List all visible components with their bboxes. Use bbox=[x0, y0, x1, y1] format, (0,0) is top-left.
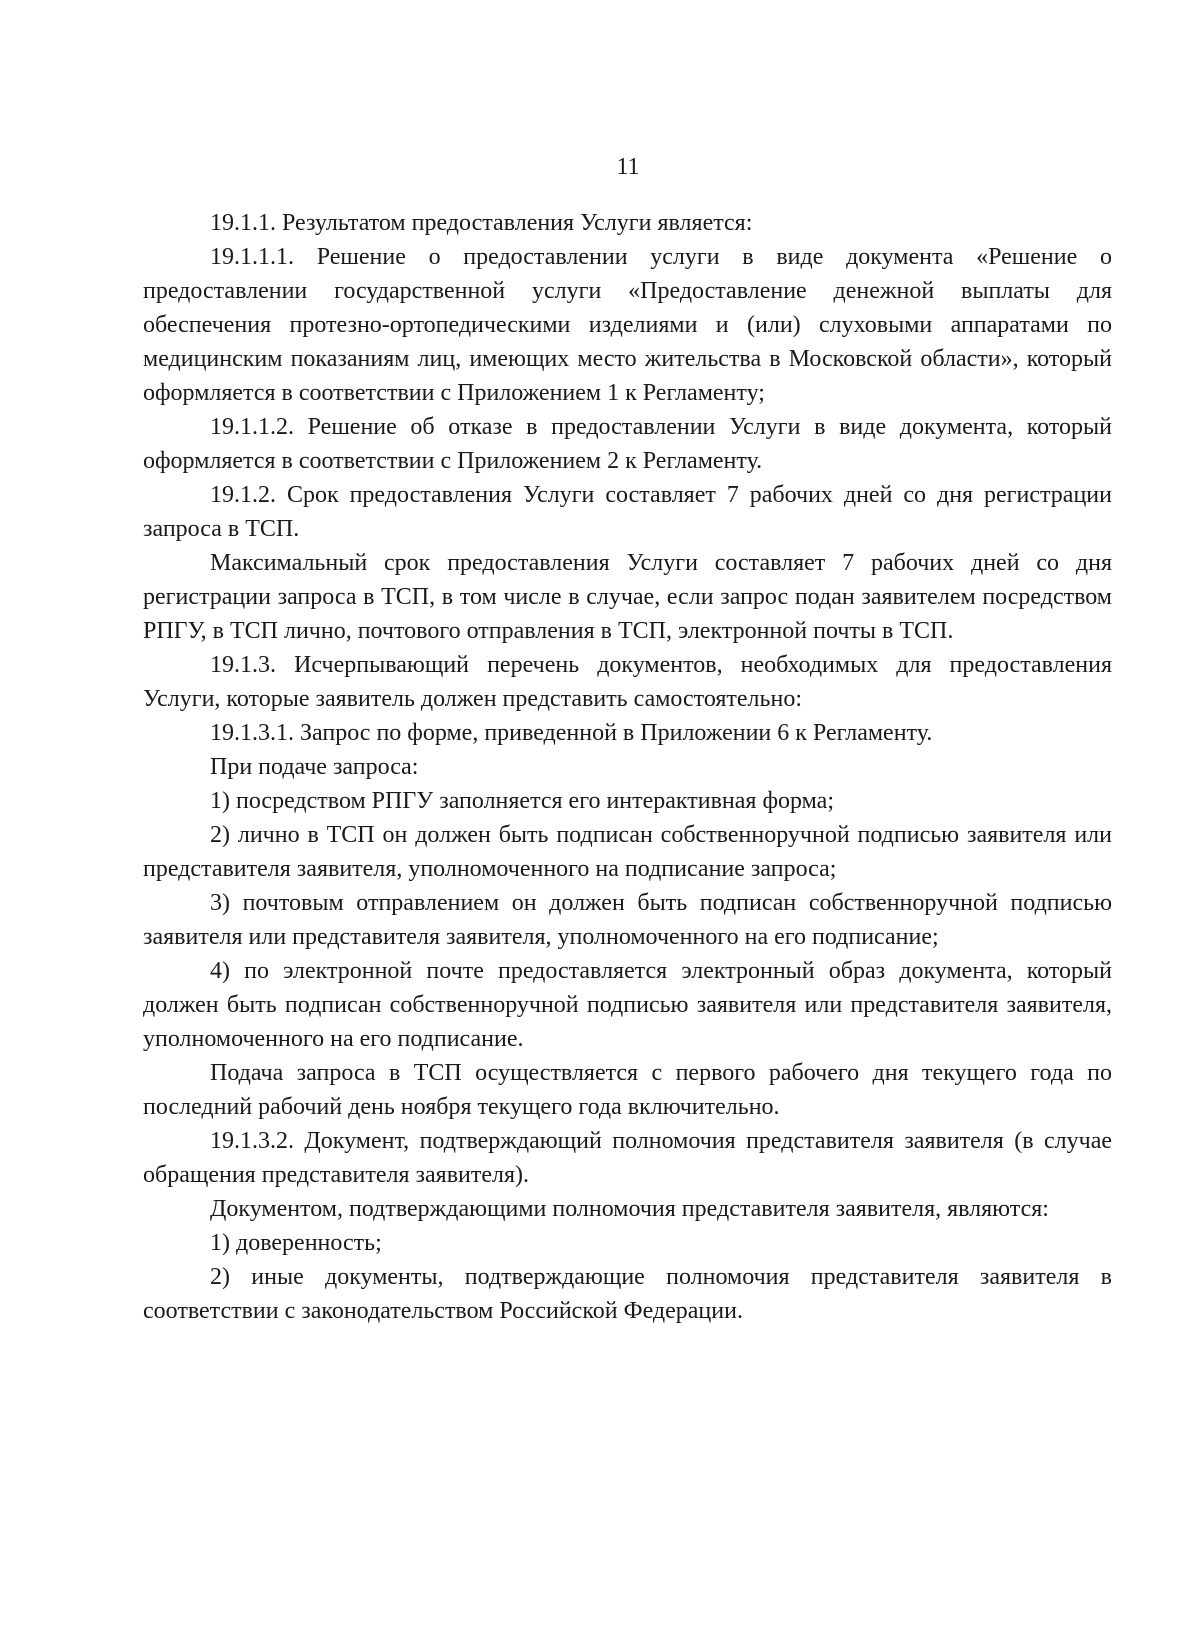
paragraph: Максимальный срок предоставления Услуги составляет 7 рабочих дней со дня регистрации запроса в ТСП, в том числе в случае, если запрос подан заявителем посредством РПГУ, в ТСП лично, почтового отправления в ТСП, электронной почты в ТСП. bbox=[143, 550, 1112, 644]
list-item: 4) по электронной почте предоставляется электронный образ документа, который должен быть подписан собственноручной подписью заявителя или представителя заявителя, уполномоченного на его подписание. bbox=[143, 958, 1112, 1052]
paragraph: При подаче запроса: bbox=[210, 754, 419, 780]
paragraph: 19.1.2. Срок предоставления Услуги составляет 7 рабочих дней со дня регистрации запроса в ТСП. bbox=[143, 482, 1112, 542]
paragraph: 19.1.3. Исчерпывающий перечень документов, необходимых для предоставления Услуги, которые заявитель должен представить самостоятельно: bbox=[143, 652, 1112, 712]
paragraph: 19.1.1. Результатом предоставления Услуги является: bbox=[210, 210, 753, 236]
list-item: 2) иные документы, подтверждающие полномочия представителя заявителя в соответствии с законодательством Российской Федерации. bbox=[143, 1264, 1112, 1324]
paragraph: Документом, подтверждающими полномочия представителя заявителя, являются: bbox=[210, 1196, 1049, 1222]
page-number: 11 bbox=[616, 154, 640, 180]
paragraph: Подача запроса в ТСП осуществляется с первого рабочего дня текущего года по последний рабочий день ноября текущего года включительно. bbox=[143, 1060, 1112, 1120]
paragraph: 19.1.1.1. Решение о предоставлении услуги в виде документа «Решение о предоставлении государственной услуги «Предоставление денежной выплаты для обеспечения протезно-ортопедическими изделиями и (или) слуховыми аппаратами по медицинским показаниям лиц, имеющих место жительства в Московской области», который оформляется в соответствии с Приложением 1 к Регламенту; bbox=[143, 244, 1112, 406]
paragraph: 19.1.1.2. Решение об отказе в предоставлении Услуги в виде документа, который оформляется в соответствии с Приложением 2 к Регламенту. bbox=[143, 414, 1112, 474]
list-item: 1) посредством РПГУ заполняется его интерактивная форма; bbox=[210, 788, 834, 814]
paragraph: 19.1.3.1. Запрос по форме, приведенной в Приложении 6 к Регламенту. bbox=[210, 720, 933, 746]
list-item: 3) почтовым отправлением он должен быть подписан собственноручной подписью заявителя или представителя заявителя, уполномоченного на его подписание; bbox=[143, 890, 1112, 950]
list-item: 1) доверенность; bbox=[210, 1230, 382, 1256]
paragraph: 19.1.3.2. Документ, подтверждающий полномочия представителя заявителя (в случае обращения представителя заявителя). bbox=[143, 1128, 1112, 1188]
list-item: 2) лично в ТСП он должен быть подписан собственноручной подписью заявителя или представителя заявителя, уполномоченного на подписание запроса; bbox=[143, 822, 1112, 882]
document-body bbox=[143, 206, 1112, 1328]
